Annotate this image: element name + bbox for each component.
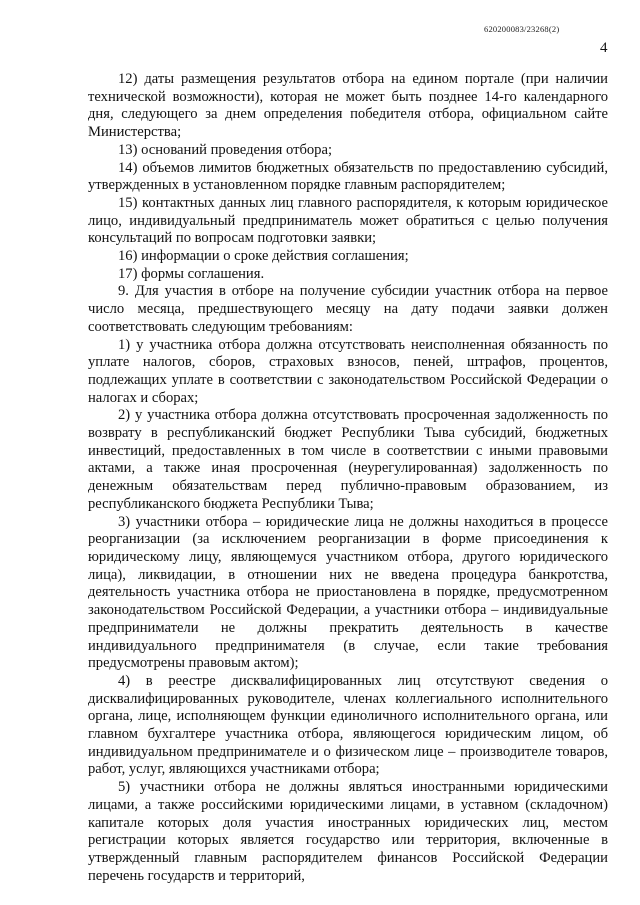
paragraph-section-9: 9. Для участия в отборе на получение субсидии участник отбора на первое число месяца, предшествующего месяцу на дату подачи заявки должен соответствовать следующим требованиям: [88,283,608,335]
page-number: 4 [600,40,608,56]
paragraph-item-14: 14) объемов лимитов бюджетных обязательств по предоставлению субсидий, утвержденных в установленном порядке главным распорядителем; [88,159,608,194]
paragraph-item-13: 13) оснований проведения отбора; [118,141,333,158]
paragraph-requirement-3: 3) участники отбора – юридические лица не должны находиться в процессе реорганизации (за исключением реорганизации в форме присоединения к юридическому лицу, являющемуся участником отбора, другого юридического лица), ликвидации, в отношении них не введена процедура банкротства, деятельность участника отбора не приостановлена в порядке, предусмотренном законодательством Российской Федерации, а участники отбора – индивидуальные предприниматели не должны прекратить деятельность в качестве индивидуального предпринимателя (в случае, если такие требования предусмотрены правовым актом); [88,513,608,672]
document-body [88,71,608,885]
paragraph-item-16: 16) информации о сроке действия соглашения; [118,248,409,265]
paragraph-requirement-4: 4) в реестре дисквалифицированных лиц отсутствуют сведения о дисквалифицированных руководителе, членах коллегиального исполнительного органа, лице, исполняющем функции единоличного исполнительного органа, или главном бухгалтере участника отбора, являющегося юридическим лицом, об индивидуальном предпринимателе и о физическом лице – производителе товаров, работ, услуг, являющихся участниками отбора; [88,672,608,778]
paragraph-requirement-1: 1) у участника отбора должна отсутствовать неисполненная обязанность по уплате налогов, сборов, страховых взносов, пеней, штрафов, процентов, подлежащих уплате в соответствии с законодательством Российской Федерации о налогах и сборах; [88,336,608,406]
document-id: 620200083/23268(2) [484,24,560,34]
paragraph-item-17: 17) формы соглашения. [118,265,265,282]
paragraph-requirement-2: 2) у участника отбора должна отсутствовать просроченная задолженность по возврату в республиканский бюджет Республики Тыва субсидий, бюджетных инвестиций, предоставленных в том числе в соответствии с иными правовыми актами, а также иная просроченная (неурегулированная) задолженность по денежным обязательствам перед публично-правовым образованием, из республиканского бюджета Республики Тыва; [88,407,608,512]
paragraph-item-15: 15) контактных данных лиц главного распорядителя, к которым юридическое лицо, индивидуальный предприниматель может обратиться с целью получения консультаций по вопросам подготовки заявки; [88,194,608,247]
paragraph-item-12: 12) даты размещения результатов отбора на едином портале (при наличии технической возможности), которая не может быть позднее 14-го календарного дня, следующего за днем определения победителя отбора, официальном сайте Министерства; [88,71,608,141]
paragraph-requirement-5: 5) участники отбора не должны являться иностранными юридическими лицами, а также российскими юридическими лицами, в уставном (складочном) капитале которых доля участия иностранных юридических лиц, местом регистрации которых является государство или территория, включенные в утвержденный главным распорядителем финансов Российской Федерации перечень государств и территорий, [88,779,608,884]
